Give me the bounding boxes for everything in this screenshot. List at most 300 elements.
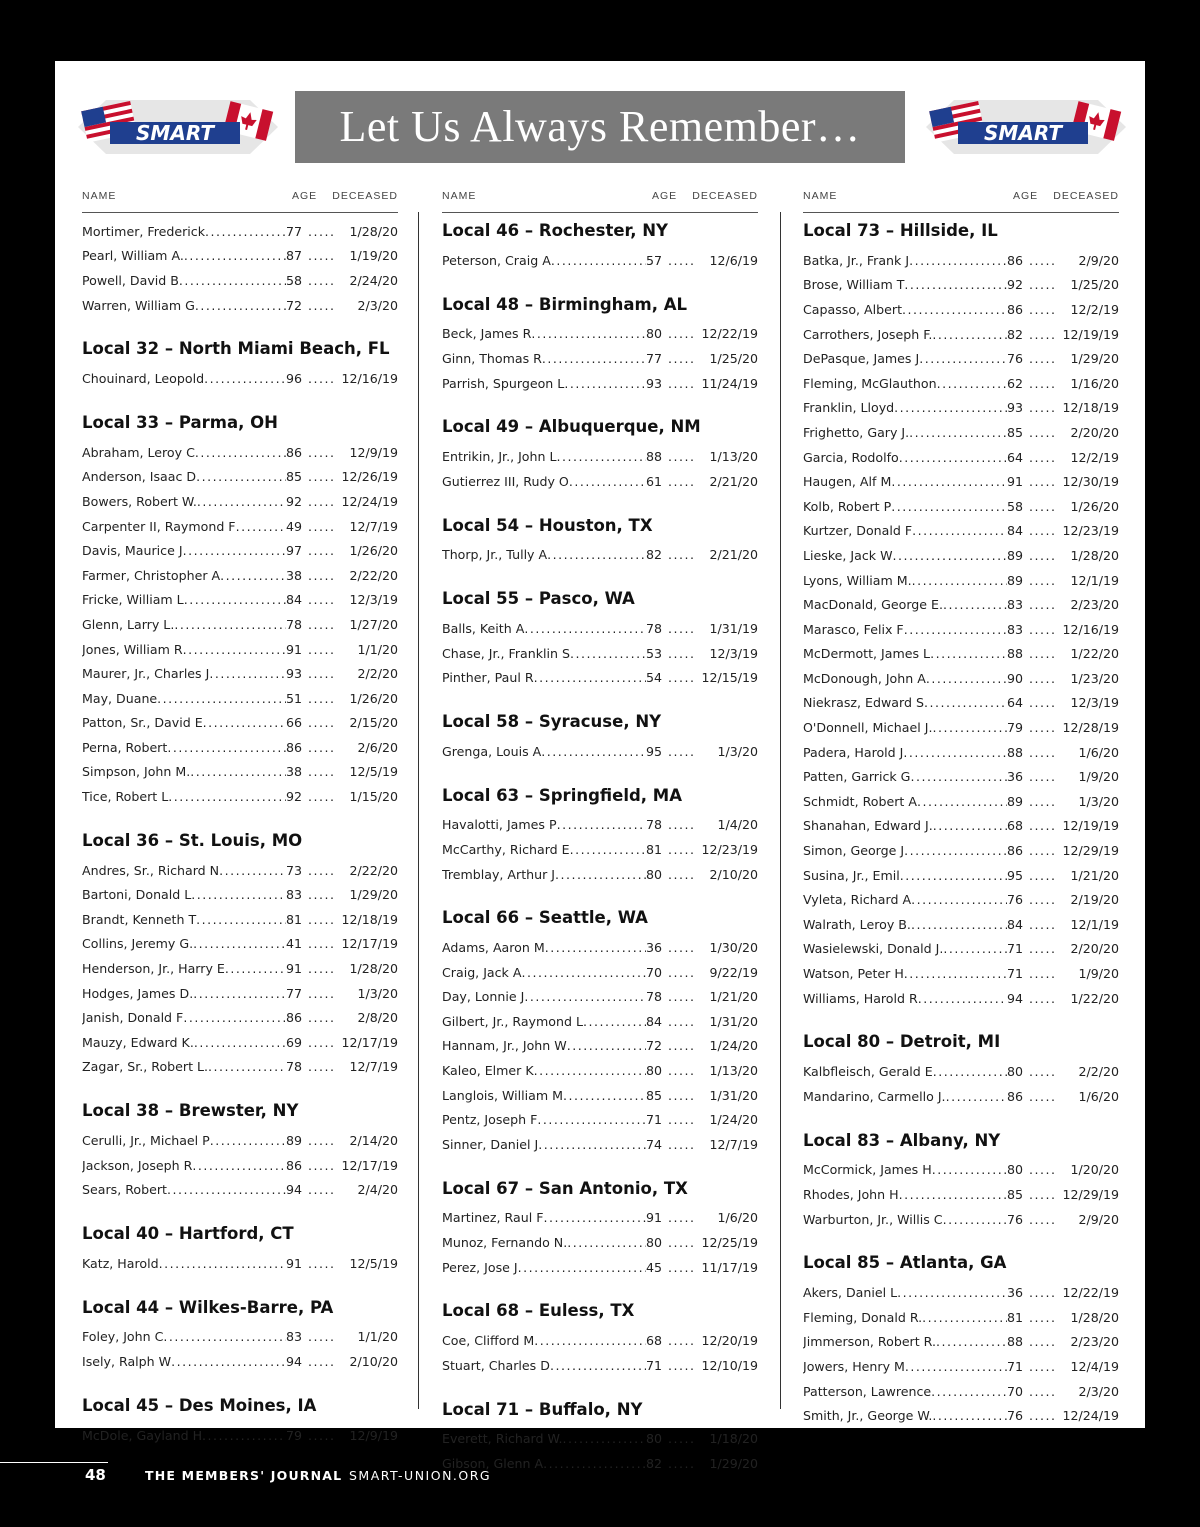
deceased-date: 2/21/20 (709, 473, 758, 489)
member-age: 88 (1007, 744, 1024, 760)
leader-dots (1029, 1089, 1057, 1104)
member-age: 86 (1007, 252, 1024, 268)
member-name: Pinther, Paul R (442, 670, 534, 686)
memorial-entry (82, 956, 398, 981)
member-name: Grenga, Louis A (442, 743, 542, 759)
leader-dots (1029, 1310, 1057, 1325)
member-name: Frighetto, Gary J. (803, 424, 910, 440)
leader-dots (668, 449, 696, 464)
leader-dots (551, 253, 646, 268)
member-age: 97 (286, 543, 303, 559)
leader-dots (550, 1358, 646, 1373)
deceased-date: 1/21/20 (1070, 867, 1119, 883)
member-name: Coe, Clifford M (442, 1333, 535, 1349)
leader-dots (943, 941, 1007, 956)
deceased-date: 12/6/19 (709, 252, 758, 268)
member-name: Farmer, Christopher A (82, 567, 221, 583)
leader-dots (1029, 597, 1057, 612)
leader-dots (184, 248, 286, 263)
local-heading: Local 48 – Birmingham, AL (442, 294, 688, 314)
memorial-entry (803, 1354, 1119, 1379)
member-age: 86 (286, 1010, 303, 1026)
member-name: Martinez, Raul F (442, 1210, 544, 1226)
member-age: 81 (286, 911, 303, 927)
member-age: 78 (646, 817, 663, 833)
member-age: 88 (1007, 1334, 1024, 1350)
member-name: Everett, Richard W. (442, 1431, 563, 1447)
member-name: McCarthy, Richard E (442, 841, 570, 857)
member-name: McCormick, James H (803, 1162, 932, 1178)
leader-dots (308, 764, 336, 779)
member-name: Brose, William T (803, 277, 905, 293)
deceased-date: 12/18/19 (341, 911, 398, 927)
leader-dots (936, 1334, 1007, 1349)
deceased-date: 12/7/19 (349, 518, 398, 534)
member-name: Brandt, Kenneth T (82, 911, 197, 927)
leader-dots (1029, 646, 1057, 661)
deceased-date: 1/3/20 (1078, 793, 1119, 809)
member-name: Carrothers, Joseph F. (803, 326, 933, 342)
memorial-entry (82, 244, 398, 269)
leader-dots (308, 1158, 336, 1173)
memorial-entry (82, 440, 398, 465)
deceased-date: 12/1/19 (1070, 572, 1119, 588)
deceased-date: 12/24/19 (341, 493, 398, 509)
member-name: Warren, William G (82, 297, 195, 313)
memorial-entry (803, 1084, 1119, 1109)
deceased-date: 1/6/20 (1078, 1088, 1119, 1104)
memorial-entry (442, 862, 758, 887)
member-age: 80 (646, 1235, 663, 1251)
leader-dots (308, 519, 336, 534)
deceased-date: 2/2/20 (1078, 1064, 1119, 1080)
local-heading: Local 73 – Hillside, IL (803, 221, 998, 240)
column-header (803, 186, 1119, 213)
local-heading: Local 46 – Rochester, NY (442, 221, 669, 240)
member-age: 41 (286, 936, 303, 952)
memorial-entry (82, 514, 398, 539)
memorial-entry (82, 1128, 398, 1153)
leader-dots (1029, 868, 1057, 883)
deceased-date: 2/6/20 (357, 739, 398, 755)
deceased-date: 12/2/19 (1070, 449, 1119, 465)
leader-dots (308, 592, 336, 607)
deceased-date: 1/18/20 (709, 1431, 758, 1447)
memorial-entry (82, 711, 398, 736)
deceased-date: 12/26/19 (341, 469, 398, 485)
memorial-entry (803, 666, 1119, 691)
column-body (82, 213, 398, 1447)
member-name: McDole, Gayland H (82, 1427, 203, 1443)
memorial-entry (82, 563, 398, 588)
deceased-date: 12/20/19 (701, 1333, 758, 1349)
leader-dots (567, 1235, 646, 1250)
member-name: Gilbert, Jr., Raymond L (442, 1013, 583, 1029)
member-age: 80 (1007, 1064, 1024, 1080)
leader-dots (193, 936, 286, 951)
leader-dots (569, 474, 646, 489)
leader-dots (668, 842, 696, 857)
deceased-date: 1/29/20 (709, 1456, 758, 1472)
memorial-entry (442, 1132, 758, 1157)
member-name: Akers, Daniel L (803, 1285, 898, 1301)
memorial-entry (82, 637, 398, 662)
deceased-date: 1/20/20 (1070, 1162, 1119, 1178)
local-heading: Local 55 – Pasco, WA (442, 589, 635, 609)
member-age: 91 (1007, 474, 1024, 490)
member-age: 91 (286, 641, 303, 657)
leader-dots (668, 1112, 696, 1127)
memorial-entry (803, 297, 1119, 322)
member-name: Niekrasz, Edward S (803, 695, 924, 711)
leader-dots (905, 1359, 1007, 1374)
member-name: Haugen, Alf M (803, 474, 892, 490)
leader-dots (308, 1428, 336, 1443)
leader-dots (183, 642, 286, 657)
logo-text: SMART (984, 121, 1062, 145)
deceased-date: 1/4/20 (717, 817, 758, 833)
memorial-entry (803, 1182, 1119, 1207)
leader-dots (547, 547, 646, 562)
member-name: Franklin, Lloyd (803, 400, 895, 416)
member-name: Hannam, Jr., John W (442, 1038, 567, 1054)
member-name: McDonough, John A (803, 670, 926, 686)
deceased-date: 2/19/20 (1070, 892, 1119, 908)
member-age: 82 (646, 547, 663, 563)
leader-dots (543, 1210, 646, 1225)
member-age: 77 (286, 985, 303, 1001)
leader-dots (570, 646, 646, 661)
leader-dots (1029, 1285, 1057, 1300)
memorial-entry (442, 985, 758, 1010)
leader-dots (193, 986, 286, 1001)
member-age: 83 (286, 1329, 303, 1345)
member-name: Andres, Sr., Richard N (82, 862, 220, 878)
leader-dots (209, 666, 286, 681)
member-name: Isely, Ralph W (82, 1353, 172, 1369)
deceased-date: 12/25/19 (701, 1235, 758, 1251)
member-age: 78 (646, 620, 663, 636)
member-name: Pearl, William A. (82, 248, 184, 264)
member-age: 88 (646, 449, 663, 465)
leader-dots (168, 789, 286, 804)
deceased-date: 12/5/19 (349, 764, 398, 780)
deceased-date: 12/2/19 (1070, 301, 1119, 317)
leader-dots (308, 887, 336, 902)
deceased-date: 2/8/20 (357, 1010, 398, 1026)
memorial-entry (803, 568, 1119, 593)
member-age: 85 (1007, 1186, 1024, 1202)
deceased-date: 1/3/20 (357, 985, 398, 1001)
member-age: 70 (1007, 1383, 1024, 1399)
member-name: Entrikin, Jr., John L (442, 449, 557, 465)
leader-dots (1029, 941, 1057, 956)
local-heading: Local 38 – Brewster, NY (82, 1101, 299, 1121)
member-name: Kaleo, Elmer K (442, 1063, 534, 1079)
column-body (803, 213, 1119, 1428)
leader-dots (159, 1256, 286, 1271)
leader-dots (910, 769, 1007, 784)
member-name: Parrish, Spurgeon L (442, 375, 565, 391)
memorial-entry (442, 444, 758, 469)
member-age: 84 (646, 1013, 663, 1029)
deceased-date: 1/29/20 (349, 887, 398, 903)
member-age: 92 (286, 493, 303, 509)
leader-dots (1029, 1334, 1057, 1349)
leader-dots (308, 1133, 336, 1148)
memorial-entry (82, 268, 398, 293)
member-age: 86 (1007, 1088, 1024, 1104)
deceased-date: 1/31/20 (709, 1087, 758, 1103)
member-name: May, Duane (82, 690, 158, 706)
leader-dots (668, 744, 696, 759)
member-name: Mauzy, Edward K. (82, 1034, 194, 1050)
leader-dots (1029, 917, 1057, 932)
member-age: 80 (1007, 1162, 1024, 1178)
member-age: 71 (646, 1112, 663, 1128)
leader-dots (308, 715, 336, 730)
leader-dots (893, 548, 1007, 563)
deceased-date: 12/1/19 (1070, 916, 1119, 932)
member-name: Patten, Garrick G (803, 769, 911, 785)
local-heading: Local 63 – Springfield, MA (442, 785, 682, 805)
leader-dots (668, 1358, 696, 1373)
memorial-entry (442, 1083, 758, 1108)
memorial-entry (803, 937, 1119, 962)
header-age: AGE (652, 190, 678, 202)
memorial-entry (82, 588, 398, 613)
leader-dots (308, 1256, 336, 1271)
deceased-date: 12/22/19 (701, 326, 758, 342)
memorial-entry (82, 932, 398, 957)
leader-dots (567, 1038, 646, 1053)
leader-dots (195, 445, 286, 460)
deceased-date: 1/28/20 (349, 961, 398, 977)
memorial-entry (803, 814, 1119, 839)
member-age: 89 (1007, 547, 1024, 563)
member-age: 95 (1007, 867, 1024, 883)
leader-dots (308, 617, 336, 632)
member-name: Susina, Jr., Emil (803, 867, 900, 883)
deceased-date: 12/3/19 (1070, 695, 1119, 711)
member-name: Davis, Maurice J (82, 543, 183, 559)
leader-dots (1029, 573, 1057, 588)
member-name: Fricke, William L (82, 592, 184, 608)
leader-dots (668, 1235, 696, 1250)
leader-dots (668, 1333, 696, 1348)
member-age: 90 (1007, 670, 1024, 686)
leader-dots (1029, 1162, 1057, 1177)
member-age: 80 (646, 326, 663, 342)
leader-dots (894, 400, 1007, 415)
memorial-entry (82, 1423, 398, 1448)
deceased-date: 1/16/20 (1070, 375, 1119, 391)
memorial-entry (442, 322, 758, 347)
member-age: 94 (1007, 990, 1024, 1006)
leader-dots (668, 547, 696, 562)
leader-dots (668, 965, 696, 980)
leader-dots (1029, 351, 1057, 366)
member-age: 38 (286, 567, 303, 583)
memorial-entry (803, 592, 1119, 617)
header-deceased: DECEASED (332, 190, 398, 202)
deceased-date: 12/23/19 (701, 841, 758, 857)
leader-dots (174, 617, 286, 632)
member-age: 70 (646, 964, 663, 980)
member-age: 80 (646, 1063, 663, 1079)
header-age: AGE (1013, 190, 1039, 202)
memorial-entry (82, 1325, 398, 1350)
leader-dots (1029, 818, 1057, 833)
deceased-date: 1/13/20 (709, 1063, 758, 1079)
member-name: Abraham, Leroy C (82, 444, 195, 460)
leader-dots (308, 298, 336, 313)
memorial-entry (803, 789, 1119, 814)
leader-dots (531, 326, 646, 341)
deceased-date: 12/24/19 (1062, 1408, 1119, 1424)
member-name: Shanahan, Edward J. (803, 818, 933, 834)
memorial-entry (803, 740, 1119, 765)
memorial-entry (803, 322, 1119, 347)
memorial-entry (442, 960, 758, 985)
memorial-entry (442, 543, 758, 568)
leader-dots (668, 1014, 696, 1029)
leader-dots (210, 1133, 286, 1148)
memorial-entry (803, 1330, 1119, 1355)
deceased-date: 2/23/20 (1070, 1334, 1119, 1350)
member-age: 69 (286, 1034, 303, 1050)
leader-dots (912, 573, 1007, 588)
member-name: Jowers, Henry M (803, 1358, 905, 1374)
leader-dots (1029, 302, 1057, 317)
deceased-date: 11/24/19 (701, 375, 758, 391)
deceased-date: 2/14/20 (349, 1133, 398, 1149)
member-name: Simpson, John M. (82, 764, 191, 780)
page-number: 48 (85, 1466, 106, 1484)
member-age: 94 (286, 1353, 303, 1369)
leader-dots (236, 519, 286, 534)
leader-dots (563, 1431, 646, 1446)
deceased-date: 1/15/20 (349, 789, 398, 805)
deceased-date: 1/24/20 (709, 1038, 758, 1054)
leader-dots (191, 887, 286, 902)
member-name: Beck, James R (442, 326, 532, 342)
member-age: 74 (646, 1136, 663, 1152)
leader-dots (932, 327, 1007, 342)
member-name: Glenn, Larry L. (82, 616, 175, 632)
member-name: Fleming, Donald R. (803, 1309, 923, 1325)
memorial-entry (803, 1305, 1119, 1330)
column-divider (780, 212, 781, 1409)
leader-dots (308, 543, 336, 558)
deceased-date: 12/7/19 (709, 1136, 758, 1152)
deceased-date: 12/28/19 (1062, 720, 1119, 736)
deceased-date: 2/24/20 (349, 272, 398, 288)
deceased-date: 2/22/20 (349, 862, 398, 878)
deceased-date: 12/9/19 (349, 444, 398, 460)
leader-dots (1029, 720, 1057, 735)
member-name: Thorp, Jr., Tully A (442, 547, 548, 563)
memorial-entry (82, 1349, 398, 1374)
member-name: Janish, Donald F (82, 1010, 184, 1026)
website-url: SMART-UNION.ORG (349, 1468, 492, 1483)
leader-dots (932, 1408, 1007, 1423)
leader-dots (909, 425, 1007, 440)
leader-dots (903, 745, 1007, 760)
leader-dots (1029, 400, 1057, 415)
deceased-date: 2/3/20 (357, 297, 398, 313)
memorial-entry (442, 1328, 758, 1353)
member-name: Jones, William R (82, 641, 183, 657)
memorial-entry (82, 366, 398, 391)
header-name: NAME (82, 190, 117, 202)
leader-dots (541, 744, 646, 759)
member-age: 64 (1007, 695, 1024, 711)
leader-dots (668, 351, 696, 366)
deceased-date: 1/28/20 (349, 223, 398, 239)
memorial-entry (803, 642, 1119, 667)
memorial-entry (82, 1030, 398, 1055)
member-age: 36 (646, 940, 663, 956)
leader-dots (308, 666, 336, 681)
leader-dots (943, 597, 1007, 612)
column-2 (442, 186, 758, 1476)
leader-dots (308, 1354, 336, 1369)
memorial-entry (442, 935, 758, 960)
journal-name: THE MEMBERS' JOURNAL (145, 1468, 343, 1483)
member-name: Tice, Robert L (82, 789, 169, 805)
member-age: 71 (646, 1357, 663, 1373)
leader-dots (308, 469, 336, 484)
member-name: Jackson, Joseph R (82, 1157, 193, 1173)
page-footer (0, 1466, 1200, 1486)
leader-dots (205, 224, 286, 239)
deceased-date: 11/17/19 (701, 1259, 758, 1275)
member-age: 54 (646, 670, 663, 686)
leader-dots (524, 989, 646, 1004)
member-age: 62 (1007, 375, 1024, 391)
deceased-date: 1/9/20 (1078, 769, 1119, 785)
member-age: 53 (646, 645, 663, 661)
leader-dots (194, 1035, 286, 1050)
memorial-entry (803, 1403, 1119, 1428)
leader-dots (564, 376, 646, 391)
member-age: 36 (1007, 769, 1024, 785)
member-name: Garcia, Rodolfo (803, 449, 899, 465)
memorial-entry (442, 739, 758, 764)
member-age: 91 (286, 1255, 303, 1271)
member-name: Henderson, Jr., Harry E (82, 961, 225, 977)
memorial-entry (803, 396, 1119, 421)
memorial-entry (803, 519, 1119, 544)
memorial-entry (803, 912, 1119, 937)
member-name: Chase, Jr., Franklin S (442, 645, 571, 661)
deceased-date: 1/28/20 (1070, 1309, 1119, 1325)
leader-dots (197, 494, 286, 509)
leader-dots (668, 621, 696, 636)
member-age: 82 (646, 1456, 663, 1472)
member-age: 85 (286, 469, 303, 485)
memorial-entry (82, 735, 398, 760)
member-age: 93 (286, 666, 303, 682)
member-name: Cerulli, Jr., Michael P (82, 1133, 210, 1149)
member-name: Marasco, Felix F (803, 621, 904, 637)
leader-dots (521, 965, 646, 980)
leader-dots (308, 642, 336, 657)
leader-dots (308, 1329, 336, 1344)
leader-dots (668, 1137, 696, 1152)
deceased-date: 1/25/20 (709, 350, 758, 366)
